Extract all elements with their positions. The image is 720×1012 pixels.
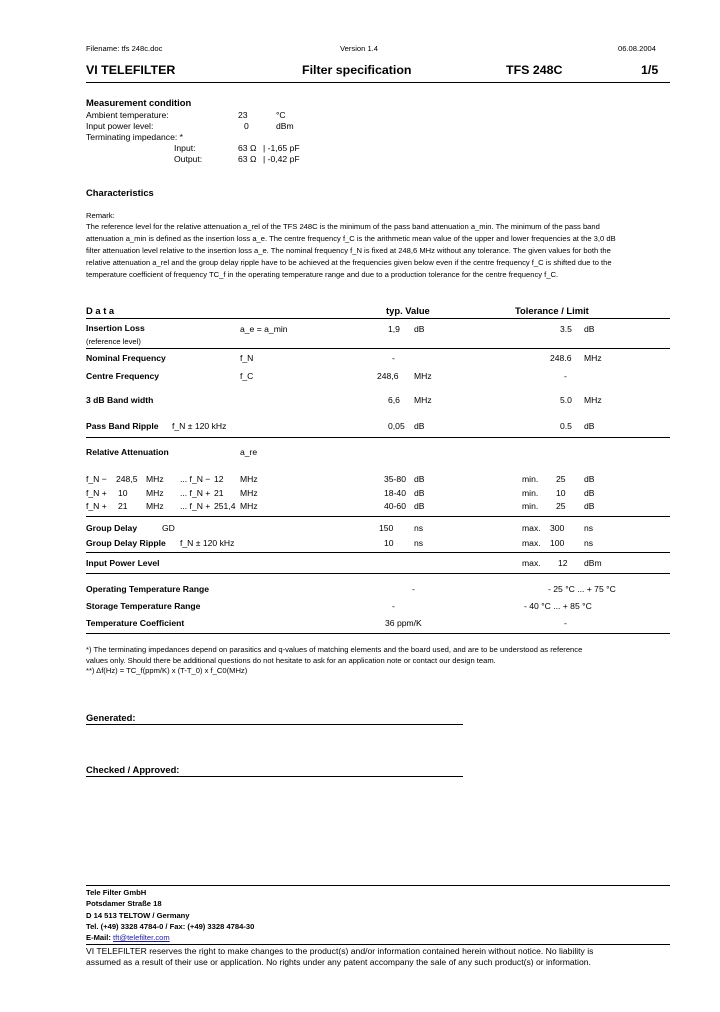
rel-att-typ-unit: dB [414, 501, 425, 511]
rel-att-from: f_N + [86, 488, 107, 498]
ambient-temp-unit: °C [276, 110, 286, 120]
ripple-condition: f_N ± 120 kHz [172, 421, 227, 431]
row-divider [86, 573, 670, 574]
bandwidth-typ: 6,6 [388, 395, 400, 405]
rel-att-tol: 10 [556, 488, 566, 498]
remark-label: Remark: [86, 211, 115, 220]
rel-att-symbol: a_re [240, 447, 258, 457]
ripple-tol: 0.5 [560, 421, 572, 431]
doc-title: Filter specification [302, 63, 412, 77]
rel-att-to: ... f_N − [180, 474, 211, 484]
storage-temp-typ: - [392, 601, 395, 611]
rel-att-tol: 25 [556, 474, 566, 484]
insertion-loss-label: Insertion Loss [86, 323, 145, 333]
part-number: TFS 248C [506, 63, 563, 77]
centre-frequency-symbol: f_C [240, 371, 254, 381]
input-power-level-tol: 12 [558, 558, 568, 568]
rel-att-to-val: 21 [214, 488, 224, 498]
date: 06.08.2004 [618, 44, 657, 53]
gd-ripple-condition: f_N ± 120 kHz [180, 538, 235, 548]
storage-temp-label: Storage Temperature Range [86, 601, 201, 611]
op-temp-label: Operating Temperature Range [86, 584, 210, 594]
rel-att-to-unit: MHz [240, 501, 258, 511]
rel-att-min: min. [522, 474, 539, 484]
col-typ-header: typ. Value [386, 305, 430, 316]
bandwidth-tol-unit: MHz [584, 395, 602, 405]
col-data-header: D a t a [86, 305, 115, 316]
temp-coeff-typ: 36 ppm/K [385, 618, 422, 628]
remark-line: temperature coefficient of frequency TC_f in the operating temperature range and due to a production tolerance for the centre frequency f_C. [86, 270, 559, 279]
impedance-label: Terminating impedance: * [86, 132, 183, 142]
gd-ripple-label: Group Delay Ripple [86, 538, 166, 548]
ripple-typ: 0,05 [388, 421, 405, 431]
measurement-title: Measurement condition [86, 97, 192, 108]
storage-temp-tol: - 40 °C ... + 85 °C [524, 601, 592, 611]
temp-coeff-label: Temperature Coefficient [86, 618, 185, 628]
gd-ripple-typ-unit: ns [414, 538, 424, 548]
characteristics-title: Characteristics [86, 187, 154, 198]
ripple-label: Pass Band Ripple [86, 421, 159, 431]
remark-line: filter attenuation level relative to the insertion loss a_e. The nominal frequency f_N is fixed at 248,6 MHz without any tolerance. The given values for both the [86, 246, 611, 255]
centre-frequency-typ-unit: MHz [414, 371, 432, 381]
remark-line: relative attenuation a_rel and the group delay ripple have to be achieved at the frequencies given below even if the centre frequency f_C is shifted due to the [86, 258, 612, 267]
rel-att-to-unit: MHz [240, 474, 258, 484]
insertion-loss-typ: 1,9 [388, 324, 400, 334]
insertion-loss-symbol: a_e = a_min [240, 324, 288, 334]
rel-att-from-val: 21 [118, 501, 128, 511]
input-power-label: Input power level: [86, 121, 154, 131]
nominal-frequency-label: Nominal Frequency [86, 353, 166, 363]
impedance-input-label: Input: [174, 143, 196, 153]
group-delay-tol: 300 [550, 523, 565, 533]
company-phone: Tel. (+49) 3328 4784-0 / Fax: (+49) 3328 4784-30 [86, 922, 255, 931]
bandwidth-tol: 5.0 [560, 395, 572, 405]
input-power-level-unit: dBm [584, 558, 602, 568]
input-power-level-max: max. [522, 558, 541, 568]
impedance-output-cap: | -0,42 pF [263, 154, 300, 164]
footnote: values only. Should there be additional questions do not hesitate to ask for an application note or contact our design team. [86, 656, 496, 665]
nominal-frequency-typ: - [392, 353, 395, 363]
bandwidth-label: 3 dB Band width [86, 395, 154, 405]
input-power-level-label: Input Power Level [86, 558, 160, 568]
impedance-output-label: Output: [174, 154, 203, 164]
company-logo [86, 63, 175, 77]
checked-label: Checked / Approved: [86, 764, 180, 775]
gd-ripple-tol: 100 [550, 538, 565, 548]
company-street: Potsdamer Straße 18 [86, 899, 162, 908]
rel-att-label: Relative Attenuation [86, 447, 169, 457]
ambient-temp-label: Ambient temperature: [86, 110, 169, 120]
rel-att-from: f_N + [86, 501, 107, 511]
row-divider [86, 348, 670, 349]
insertion-loss-sub: (reference level) [86, 337, 141, 346]
email-label: E-Mail: [86, 933, 111, 942]
input-power-value: 0 [244, 121, 249, 131]
rel-att-from-unit: MHz [146, 501, 164, 511]
gd-ripple-typ: 10 [384, 538, 394, 548]
rel-att-typ-unit: dB [414, 488, 425, 498]
centre-frequency-label: Centre Frequency [86, 371, 160, 381]
filename: Filename: tfs 248c.doc [86, 44, 163, 53]
temp-coeff-tol: - [564, 618, 567, 628]
header-divider [86, 82, 670, 83]
group-delay-label: Group Delay [86, 523, 138, 533]
row-divider [86, 437, 670, 438]
centre-frequency-tol: - [564, 371, 567, 381]
rel-att-from: f_N − [86, 474, 107, 484]
op-temp-typ: - [412, 584, 415, 594]
insertion-loss-tol-unit: dB [584, 324, 595, 334]
rel-att-typ-unit: dB [414, 474, 425, 484]
rel-att-tol-unit: dB [584, 488, 595, 498]
insertion-loss-tol: 3.5 [560, 324, 572, 334]
rel-att-from-val: 10 [118, 488, 128, 498]
bandwidth-typ-unit: MHz [414, 395, 432, 405]
group-delay-typ: 150 [379, 523, 394, 533]
nominal-frequency-symbol: f_N [240, 353, 254, 363]
brand-name: TELEFILTER [101, 63, 176, 77]
rel-att-from-unit: MHz [146, 474, 164, 484]
insertion-loss-typ-unit: dB [414, 324, 425, 334]
company-name: Tele Filter GmbH [86, 888, 147, 897]
rel-att-typ: 40-60 [384, 501, 406, 511]
rel-att-to-unit: MHz [240, 488, 258, 498]
company-email-row [86, 933, 170, 942]
rel-att-min: min. [522, 501, 539, 511]
rel-att-typ: 18-40 [384, 488, 406, 498]
checked-signature-line [86, 776, 463, 777]
row-divider [86, 516, 670, 517]
gd-ripple-max: max. [522, 538, 541, 548]
ambient-temp-value: 23 [238, 110, 248, 120]
group-delay-max: max. [522, 523, 541, 533]
rel-att-from-unit: MHz [146, 488, 164, 498]
rel-att-tol: 25 [556, 501, 566, 511]
email-link[interactable]: tft@telefilter.com [113, 933, 170, 942]
input-power-unit: dBm [276, 121, 294, 131]
logo-mark: VI [86, 63, 98, 77]
page-number: 1/5 [641, 63, 659, 77]
ripple-tol-unit: dB [584, 421, 595, 431]
remark-line: attenuation a_min is defined as the insertion loss a_e. The centre frequency f_C is the arithmetic mean value of the upper and lower frequencies at the 3,0 dB [86, 234, 616, 243]
nominal-frequency-tol-unit: MHz [584, 353, 602, 363]
impedance-output-value: 63 Ω [238, 154, 257, 164]
rel-att-from-val: 248,5 [116, 474, 138, 484]
rel-att-to: ... f_N + [180, 488, 211, 498]
group-delay-typ-unit: ns [414, 523, 424, 533]
rel-att-typ: 35-80 [384, 474, 406, 484]
table-header-divider [86, 318, 670, 319]
footer-divider [86, 885, 670, 886]
group-delay-symbol: GD [162, 523, 175, 533]
rel-att-tol-unit: dB [584, 474, 595, 484]
rel-att-to-val: 251,4 [214, 501, 236, 511]
generated-signature-line [86, 724, 463, 725]
version: Version 1.4 [340, 44, 378, 53]
table-bottom-divider [86, 633, 670, 634]
group-delay-tol-unit: ns [584, 523, 594, 533]
impedance-input-cap: | -1,65 pF [263, 143, 300, 153]
centre-frequency-typ: 248,6 [377, 371, 399, 381]
ripple-typ-unit: dB [414, 421, 425, 431]
row-divider [86, 552, 670, 553]
nominal-frequency-tol: 248.6 [550, 353, 572, 363]
op-temp-tol: - 25 °C ... + 75 °C [548, 584, 616, 594]
footnote: *) The terminating impedances depend on parasitics and q-values of matching elements and the board used, and are to be understood as reference [86, 645, 583, 654]
footer-divider [86, 944, 670, 945]
gd-ripple-tol-unit: ns [584, 538, 594, 548]
disclaimer-line: assumed as a result of their use or application. No rights under any patent accompany the sale of any such product(s) or information. [86, 957, 591, 967]
col-tol-header: Tolerance / Limit [515, 305, 589, 316]
rel-att-tol-unit: dB [584, 501, 595, 511]
disclaimer-line: VI TELEFILTER reserves the right to make changes to the product(s) and/or information contained herein without notice. No liability is [86, 946, 594, 956]
rel-att-min: min. [522, 488, 539, 498]
generated-label: Generated: [86, 712, 136, 723]
impedance-input-value: 63 Ω [238, 143, 257, 153]
rel-att-to: ... f_N + [180, 501, 211, 511]
company-city: D 14 513 TELTOW / Germany [86, 911, 190, 920]
footnote: **) Δf(Hz) = TC_f(ppm/K) x (T-T_0) x f_C0(MHz) [86, 666, 248, 675]
remark-line: The reference level for the relative attenuation a_rel of the TFS 248C is the minimum of the pass band attenuation a_min. The minimum of the pass band [86, 222, 600, 231]
rel-att-to-val: 12 [214, 474, 224, 484]
